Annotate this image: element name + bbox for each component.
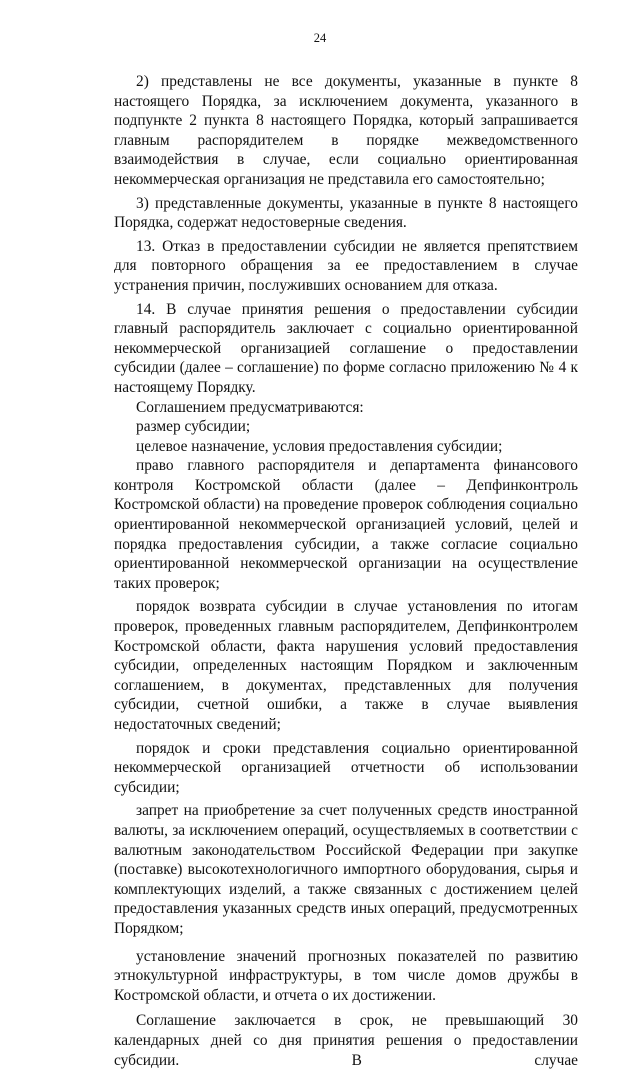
list-item-subsidy-amount: размер субсидии;: [136, 418, 251, 436]
list-item-reporting: порядок и сроки представления социально ориентированной некоммерческой организацией отчетности об использовании субсидии;: [114, 739, 578, 796]
paragraph-item-3: 3) представленные документы, указанные в пункте 8 настоящего Порядка, содержат недостоверные сведения.: [114, 194, 578, 232]
page-number: 24: [313, 31, 327, 45]
list-item-inspection-rights: право главного распорядителя и департамента финансового контроля Костромской области (далее – Депфинконтроль Костромской области) на проведение проверок соблюдения социально ориентированной некоммерческой организацией условий, целей и порядка предоставления субсидии, а также согласие социально ориентированной некоммерческой организации на осуществление таких проверок;: [114, 457, 578, 592]
document-body: [114, 72, 578, 1070]
list-item-refund-procedure: порядок возврата субсидии в случае установления по итогам проверок, проведенных главным распорядителем, Депфинконтролем Костромской области, факта нарушения условий предоставления субсидии, определенных настоящим Порядком и заключенным соглашением, в документах, представленных для получения субсидии, счетной ошибки, а также в случае выявления недостаточных сведений;: [114, 598, 578, 733]
paragraph-agreement-term: Соглашение заключается в срок, не превышающий 30 календарных дней со дня принятия решения о предоставлении субсидии. В случае: [114, 1012, 578, 1069]
paragraph-item-2: 2) представлены не все документы, указанные в пункте 8 настоящего Порядка, за исключением документа, указанного в подпункте 2 пункта 8 настоящего Порядка, который запрашивается главным распорядителем в порядке межведомственного взаимодействия в случае, если социально ориентированная некоммерческая организация не представила его самостоятельно;: [114, 73, 578, 188]
paragraph-clause-14: 14. В случае принятия решения о предоставлении субсидии главный распорядитель заключает с социально ориентированной некоммерческой организацией соглашение о предоставлении субсидии (далее – соглашение) по форме согласно приложению № 4 к настоящему Порядку.: [114, 300, 578, 396]
list-item-purpose-conditions: целевое назначение, условия предоставления субсидии;: [136, 437, 503, 455]
list-item-target-indicators: установление значений прогнозных показателей по развитию этнокультурной инфраструктуры, в том числе домов дружбы в Костромской области, и отчета о их достижении.: [114, 947, 578, 1004]
paragraph-clause-13: 13. Отказ в предоставлении субсидии не является препятствием для повторного обращения за ее предоставлением в случае устранения причин, послуживших основанием для отказа.: [114, 237, 578, 294]
paragraph-agreement-provisions: Соглашением предусматриваются:: [136, 398, 364, 416]
list-item-currency-ban: запрет на приобретение за счет полученных средств иностранной валюты, за исключением операций, осуществляемых в соответствии с валютным законодательством Российской Федерации при закупке (поставке) высокотехнологичного импортного оборудования, сырья и комплектующих изделий, а также связанных с достижением целей предоставления указанных средств иных операций, предусмотренных Порядком;: [114, 802, 578, 937]
